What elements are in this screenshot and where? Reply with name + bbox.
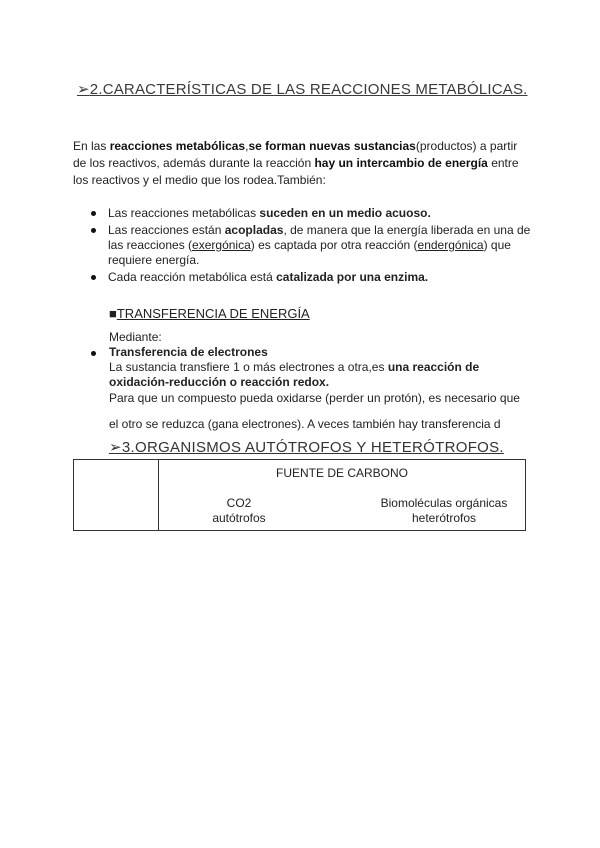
empty-table-cell	[74, 460, 159, 531]
bullet-1-bold: suceden en un medio acuoso.	[259, 206, 431, 220]
section-3-heading	[109, 438, 504, 457]
bullet-2-underlined-1: exergónica	[192, 238, 251, 252]
heterotrofos-label: heterótrofos	[411, 511, 477, 525]
carbon-source-cell	[159, 460, 526, 531]
bullet-dot-icon	[91, 349, 99, 357]
list-item	[73, 223, 533, 268]
list-item	[73, 206, 533, 221]
co2-label: CO2	[226, 496, 252, 510]
intro-text-4: entre los reactivos y el medio que los rodea.También:	[73, 156, 519, 187]
arrow-bullet-icon: ➢	[77, 81, 90, 98]
list-item	[73, 270, 533, 285]
intro-text-1: En las	[73, 139, 110, 153]
bullet-1-text: Las reacciones metabólicas	[108, 206, 260, 220]
bullet-2-text-4: ) que requiere energía.	[108, 238, 511, 267]
section-2-heading	[73, 79, 533, 100]
bullet-2-underlined-2: endergónica	[417, 238, 484, 252]
autotroph-column	[179, 496, 299, 526]
intro-text-3: (productos) a partir de los reactivos, además durante la reacción	[73, 139, 518, 170]
intro-bold-2: se forman nuevas sustancias	[248, 139, 416, 153]
bullet-2-text-1: Las reacciones están	[108, 223, 225, 237]
section-2-title: 2.CARACTERÍSTICAS DE LAS REACCIONES METABÓLICAS.	[89, 81, 528, 98]
heterotroph-column	[359, 496, 529, 526]
reduction-line: el otro se reduzca (gana electrones). A veces también hay transferencia d	[109, 417, 501, 431]
bullet-2-text-3: ) es captada por otra reacción (	[250, 238, 418, 252]
characteristics-list	[73, 206, 533, 287]
arrow-bullet-icon: ➢	[109, 439, 122, 456]
section-3-title: 3.ORGANISMOS AUTÓTROFOS Y HETERÓTROFOS.	[121, 439, 504, 456]
energy-title: TRANSFERENCIA DE ENERGÍA	[116, 306, 310, 321]
table-header: FUENTE DE CARBONO	[275, 466, 408, 480]
bullet-dot-icon	[91, 275, 96, 280]
autotrofos-label: autótrofos	[212, 511, 266, 525]
bullet-2-text-2: , de manera que la energía liberada en una de las reacciones (	[108, 223, 531, 252]
bullet-2-bold: acopladas	[224, 223, 284, 237]
energy-heading	[109, 306, 310, 322]
bullet-3-bold: catalizada por una enzima.	[276, 270, 429, 284]
bullet-dot-icon	[91, 228, 96, 233]
bullet-dot-icon	[91, 211, 96, 216]
biomolecules-label: Biomoléculas orgánicas	[380, 496, 508, 510]
intro-paragraph	[73, 138, 533, 189]
intro-bold-1: reacciones metabólicas	[109, 139, 246, 153]
intro-bold-3: hay un intercambio de energía	[314, 156, 488, 170]
mediante-label: Mediante:	[109, 330, 162, 344]
square-marker-icon: ■	[109, 306, 117, 321]
table-row	[74, 460, 526, 531]
electron-transfer-description	[109, 360, 529, 390]
carbon-source-table	[73, 459, 526, 531]
bullet-3-text: Cada reacción metabólica está	[108, 270, 277, 284]
description-bold: una reacción de oxidación-reducción o reacción redox.	[109, 360, 480, 389]
intro-text-2: ,	[245, 139, 249, 153]
description-text: La sustancia transfiere 1 o más electrones a otra,es	[109, 360, 388, 374]
oxidation-line: Para que un compuesto pueda oxidarse (perder un protón), es necesario que	[109, 391, 520, 405]
electron-transfer-title: Transferencia de electrones	[109, 345, 268, 359]
